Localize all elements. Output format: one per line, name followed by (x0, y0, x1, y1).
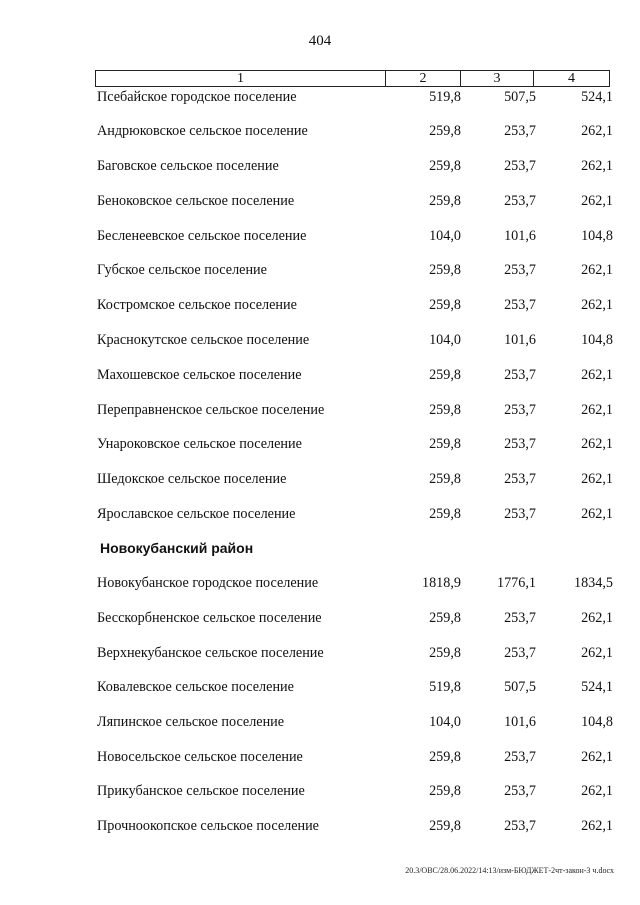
table-row (0, 367, 640, 387)
value-col-4: 262,1 (581, 297, 613, 313)
value-col-3: 253,7 (504, 193, 536, 209)
table-row (0, 610, 640, 630)
value-col-4: 262,1 (581, 158, 613, 174)
value-col-2: 259,8 (429, 367, 461, 383)
table-row (0, 679, 640, 699)
table-row (0, 123, 640, 143)
value-col-4: 104,8 (581, 228, 613, 244)
value-col-2: 259,8 (429, 262, 461, 278)
table-row (0, 332, 640, 352)
value-col-4: 262,1 (581, 471, 613, 487)
value-col-4: 104,8 (581, 332, 613, 348)
table-row (0, 818, 640, 838)
value-col-2: 104,0 (429, 332, 461, 348)
row-name: Ковалевское сельское поселение (97, 679, 294, 695)
value-col-2: 104,0 (429, 714, 461, 730)
value-col-2: 259,8 (429, 749, 461, 765)
row-name: Верхнекубанское сельское поселение (97, 645, 324, 661)
value-col-2: 259,8 (429, 506, 461, 522)
table-row (0, 471, 640, 491)
value-col-3: 507,5 (504, 679, 536, 695)
row-name: Новосельское сельское поселение (97, 749, 303, 765)
value-col-3: 253,7 (504, 818, 536, 834)
value-col-2: 259,8 (429, 818, 461, 834)
row-name: Беноковское сельское поселение (97, 193, 295, 209)
table-row (0, 402, 640, 422)
value-col-3: 253,7 (504, 749, 536, 765)
table-row (0, 193, 640, 213)
value-col-4: 262,1 (581, 818, 613, 834)
value-col-3: 101,6 (504, 228, 536, 244)
value-col-4: 262,1 (581, 402, 613, 418)
value-col-3: 101,6 (504, 714, 536, 730)
value-col-2: 259,8 (429, 193, 461, 209)
table-row (0, 506, 640, 526)
row-name: Унароковское сельское поселение (97, 436, 302, 452)
value-col-2: 259,8 (429, 158, 461, 174)
row-name: Краснокутское сельское поселение (97, 332, 310, 348)
table-row (0, 228, 640, 248)
value-col-3: 253,7 (504, 262, 536, 278)
value-col-4: 262,1 (581, 645, 613, 661)
value-col-3: 253,7 (504, 610, 536, 626)
row-name: Ляпинское сельское поселение (97, 714, 285, 730)
value-col-3: 507,5 (504, 89, 536, 105)
table-row (0, 714, 640, 734)
table-row (0, 749, 640, 769)
header-col-1: 1 (96, 71, 386, 86)
value-col-3: 253,7 (504, 783, 536, 799)
row-name: Новокубанское городское поселение (97, 575, 319, 591)
value-col-4: 524,1 (581, 679, 613, 695)
value-col-4: 262,1 (581, 367, 613, 383)
row-name: Бесленеевское сельское поселение (97, 228, 307, 244)
value-col-2: 259,8 (429, 402, 461, 418)
row-name: Переправненское сельское поселение (97, 402, 325, 418)
district-heading-row (0, 540, 640, 560)
row-name: Губское сельское поселение (97, 262, 267, 278)
value-col-2: 519,8 (429, 89, 461, 105)
value-col-4: 262,1 (581, 783, 613, 799)
table-row (0, 575, 640, 595)
row-name: Псебайское городское поселение (97, 89, 297, 105)
table-row (0, 783, 640, 803)
value-col-3: 253,7 (504, 471, 536, 487)
value-col-2: 519,8 (429, 679, 461, 695)
table-row (0, 262, 640, 282)
value-col-2: 259,8 (429, 471, 461, 487)
header-col-2: 2 (386, 71, 461, 86)
value-col-2: 259,8 (429, 436, 461, 452)
table-row (0, 645, 640, 665)
header-col-4: 4 (568, 71, 575, 86)
value-col-4: 262,1 (581, 506, 613, 522)
row-name: Костромское сельское поселение (97, 297, 297, 313)
value-col-4: 104,8 (581, 714, 613, 730)
row-name: Баговское сельское поселение (97, 158, 279, 174)
value-col-3: 253,7 (504, 645, 536, 661)
value-col-4: 524,1 (581, 89, 613, 105)
value-col-2: 259,8 (429, 610, 461, 626)
value-col-2: 259,8 (429, 645, 461, 661)
value-col-4: 1834,5 (573, 575, 613, 591)
row-name: Прочноокопское сельское поселение (97, 818, 319, 834)
page-number: 404 (308, 33, 332, 49)
value-col-4: 262,1 (581, 123, 613, 139)
row-name: Прикубанское сельское поселение (97, 783, 305, 799)
value-col-2: 259,8 (429, 297, 461, 313)
row-name: Шедокское сельское поселение (97, 471, 287, 487)
value-col-2: 1818,9 (421, 575, 461, 591)
value-col-4: 262,1 (581, 749, 613, 765)
value-col-2: 259,8 (429, 123, 461, 139)
value-col-4: 262,1 (581, 436, 613, 452)
table-row (0, 297, 640, 317)
value-col-2: 259,8 (429, 783, 461, 799)
value-col-2: 104,0 (429, 228, 461, 244)
value-col-4: 262,1 (581, 262, 613, 278)
table-row (0, 89, 640, 109)
value-col-3: 253,7 (504, 506, 536, 522)
row-name: Ярославское сельское поселение (97, 506, 296, 522)
row-name: Новокубанский район (100, 540, 254, 556)
value-col-3: 253,7 (504, 367, 536, 383)
value-col-3: 253,7 (504, 123, 536, 139)
row-name: Андрюковское сельское поселение (97, 123, 308, 139)
footer-filename: 20.3/ОВС/28.06.2022/14:13/изм-БЮДЖЕТ-2чт-закон-3 ч.docx (405, 866, 614, 875)
row-name: Махошевское сельское поселение (97, 367, 302, 383)
value-col-3: 253,7 (504, 158, 536, 174)
value-col-4: 262,1 (581, 193, 613, 209)
row-name: Бесскорбненское сельское поселение (97, 610, 322, 626)
value-col-3: 253,7 (504, 436, 536, 452)
value-col-4: 262,1 (581, 610, 613, 626)
value-col-3: 253,7 (504, 402, 536, 418)
table-row (0, 436, 640, 456)
value-col-3: 1776,1 (496, 575, 536, 591)
value-col-3: 101,6 (504, 332, 536, 348)
table-row (0, 158, 640, 178)
value-col-3: 253,7 (504, 297, 536, 313)
header-col-3: 3 (461, 71, 534, 86)
